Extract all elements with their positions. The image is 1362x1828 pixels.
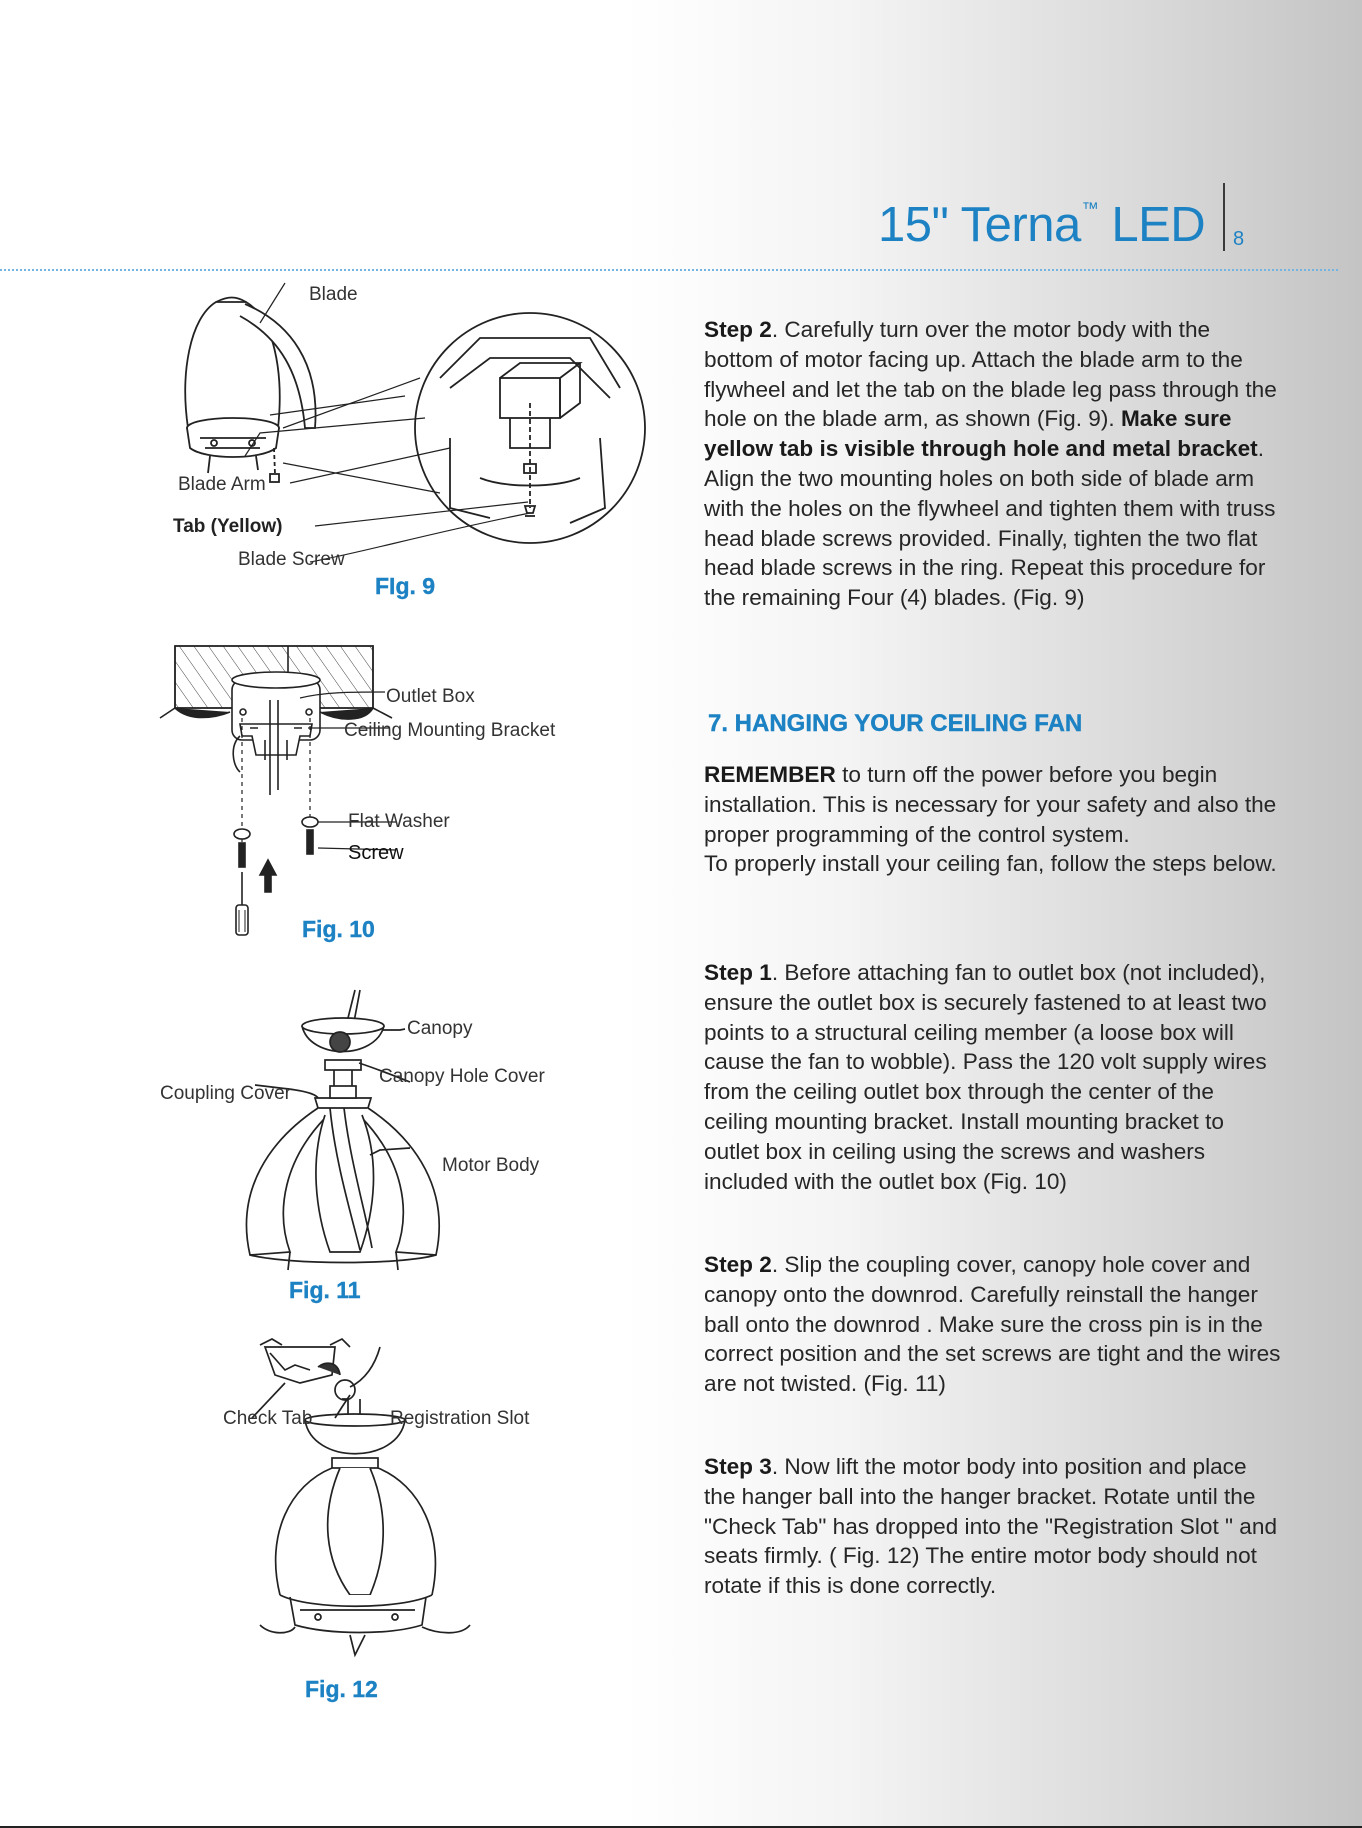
- step-text: . Slip the coupling cover, canopy hole cover and canopy onto the downrod. Carefully reinstall the hanger ball onto the downrod . Make sure the cross pin is in the correct position and the set screws are tight and the wires are not twisted. (Fig. 11): [704, 1252, 1281, 1397]
- figure-12: [200, 1335, 560, 1665]
- product-suffix: LED: [1098, 198, 1206, 252]
- step2-paragraph: [704, 1250, 1284, 1399]
- step1-paragraph: [704, 958, 1284, 1196]
- intro-text: To properly install your ceiling fan, follow the steps below.: [704, 851, 1277, 877]
- step-text: . Now lift the motor body into position and place the hanger ball into the hanger bracket. Rotate until the "Check Tab" has dropped into the "Registration Slot " and seats firmly. ( Fig. 12) The entire motor body should not rotate if this is done correctly.: [704, 1454, 1278, 1599]
- label-blade: Blade: [309, 284, 358, 305]
- step-label: Step 2: [704, 1252, 772, 1277]
- caption-fig-9: FIg. 9: [375, 573, 436, 599]
- remember-label: REMEMBER: [704, 762, 836, 787]
- step-label: Step 1: [704, 960, 772, 985]
- caption-fig-11: Fig. 11: [289, 1277, 361, 1303]
- trademark-symbol: ™: [1081, 199, 1099, 218]
- bracket-mounting-illustration: [160, 640, 600, 960]
- canopy-assembly-illustration: [150, 990, 590, 1280]
- label-motor-body: Motor Body: [442, 1155, 540, 1176]
- label-blade-arm: Blade Arm: [178, 474, 266, 495]
- page-number: 8: [1233, 228, 1245, 250]
- step-text: . Align the two mounting holes on both side of blade arm with the holes on the flywheel and tighten them with truss head blade screws provided. Finally, tighten the two flat head blade screws in the ring. Repeat this procedure for the remaining Four (4) blades. (Fig. 9): [704, 436, 1276, 611]
- step-text: . Carefully turn over the motor body with the bottom of motor facing up. Attach the blade arm to the flywheel and let the tab on the blade leg pass through the hole on the blade arm, as shown (Fig. 9).: [704, 317, 1277, 432]
- figure-10: [160, 640, 600, 960]
- remember-paragraph: [704, 760, 1284, 879]
- label-check-tab: Check Tab: [223, 1408, 313, 1429]
- label-outlet-box: Outlet Box: [386, 686, 475, 707]
- header-separator: [1223, 183, 1225, 251]
- hanging-motor-illustration: [200, 1335, 560, 1665]
- figure-11: [150, 990, 590, 1280]
- caption-fig-10: Fig. 10: [302, 916, 375, 942]
- label-tab-yellow: Tab (Yellow): [173, 516, 283, 537]
- label-registration-slot: Registration Slot: [390, 1408, 530, 1429]
- blade-attachment-illustration: [150, 278, 670, 608]
- label-blade-screw: Blade Screw: [238, 549, 345, 570]
- label-flat-washer: Flat Washer: [348, 811, 450, 832]
- label-canopy-hole-cover: Canopy Hole Cover: [379, 1066, 545, 1087]
- figure-9: [150, 278, 670, 608]
- step2-blade-paragraph: [704, 315, 1284, 613]
- label-ceiling-mounting-bracket: Ceiling Mounting Bracket: [344, 720, 556, 741]
- step3-paragraph: [704, 1452, 1284, 1601]
- caption-fig-12: Fig. 12: [305, 1676, 378, 1702]
- label-coupling-cover: Coupling Cover: [160, 1083, 291, 1104]
- step-label: Step 2: [704, 317, 772, 342]
- step-text: . Before attaching fan to outlet box (not included), ensure the outlet box is securely fastened to at least two points to a structural ceiling member (a loose box will cause the fan to wobble). Pass the 120 volt supply wires from the ceiling outlet box through the center of the ceiling mounting bracket. Install mounting bracket to outlet box in ceiling using the screws and washers included with the outlet box (Fig. 10): [704, 960, 1267, 1194]
- step-emphasis: Make sure yellow tab is visible through hole and metal bracket: [704, 406, 1258, 462]
- step-label: Step 3: [704, 1454, 772, 1479]
- product-title: [878, 197, 1205, 253]
- remember-text: to turn off the power before you begin installation. This is necessary for your safety and also the proper programming of the control system.: [704, 762, 1277, 847]
- section-heading: 7. HANGING YOUR CEILING FAN: [708, 710, 1083, 737]
- header-divider: [0, 269, 1338, 271]
- label-screw: Screw: [348, 842, 404, 864]
- product-name: 15" Terna: [878, 198, 1081, 252]
- label-canopy: Canopy: [407, 1018, 473, 1039]
